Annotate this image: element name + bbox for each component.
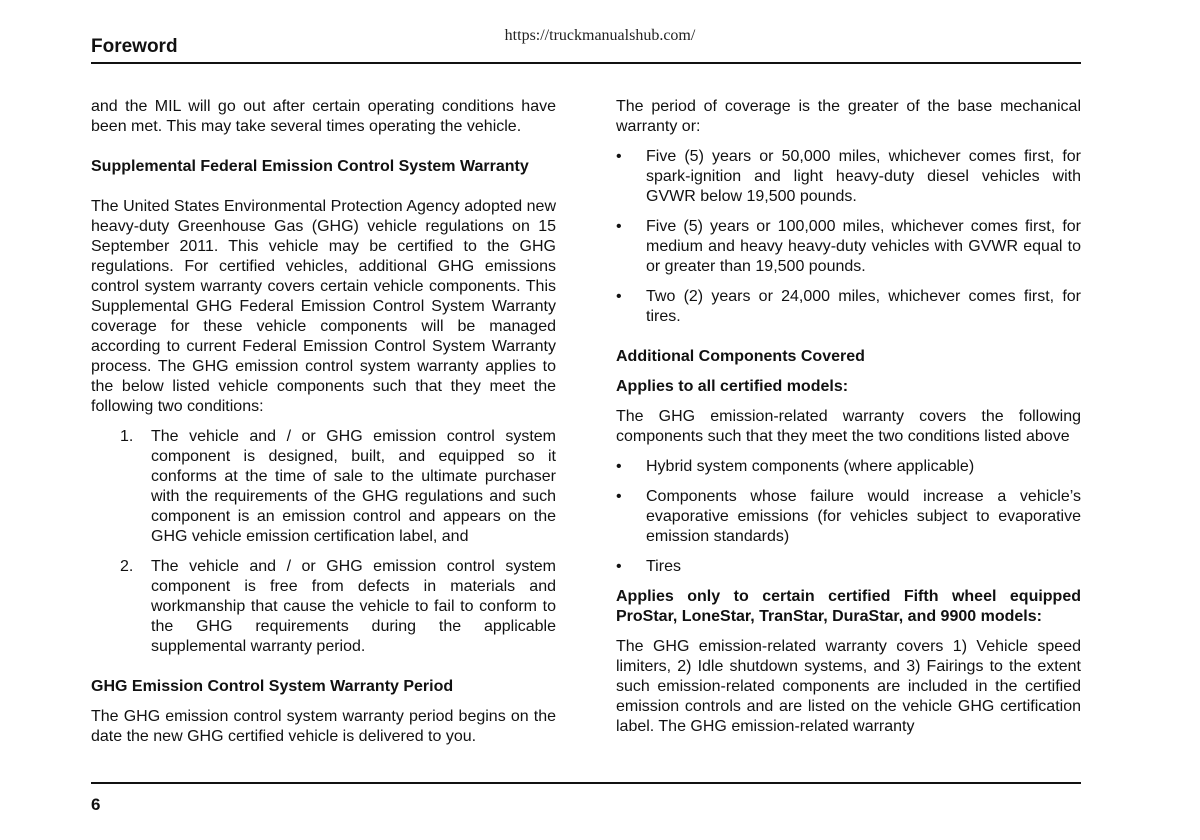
condition-text: The vehicle and / or GHG emission control system component is free from defects in materials and workmanship that cause the vehicle to fail to conform to the GHG requirements during the applicable supplemental warranty period.: [151, 558, 556, 655]
condition-text: The vehicle and / or GHG emission control system component is designed, built, and equipped so it conforms at the time of sale to the ultimate purchaser with the requirements of the GHG regulations and such component is an emission control and appears on the GHG vehicle emission certification label, and: [151, 428, 556, 545]
warranty-period-paragraph: The GHG emission control system warranty period begins on the date the new GHG certified vehicle is delivered to you.: [91, 708, 556, 745]
coverage-text: Five (5) years or 100,000 miles, whichever comes first, for medium and heavy heavy-duty vehicles with GVWR equal to or greater than 19,500 pounds.: [646, 218, 1081, 275]
coverage-text: Two (2) years or 24,000 miles, whichever comes first, for tires.: [646, 288, 1081, 325]
page-number: 6: [91, 795, 101, 814]
fifth-wheel-paragraph: The GHG emission-related warranty covers 1) Vehicle speed limiters, 2) Idle shutdown systems, and 3) Fairings to the extent such emission-related components are included in the certified emission controls and are listed on the vehicle GHG certification label. The GHG emission-related warranty: [616, 638, 1081, 735]
bullet-icon: •: [616, 218, 622, 235]
footer-rule: [91, 782, 1081, 784]
component-text: Components whose failure would increase a vehicle’s evaporative emissions (for vehicles subject to evaporative emission standards): [646, 488, 1081, 545]
conditions-list: [91, 427, 556, 657]
bullet-icon: •: [616, 488, 622, 505]
components-list: [616, 457, 1081, 577]
coverage-item: [616, 287, 1081, 327]
coverage-item: [616, 217, 1081, 277]
section-heading-supplemental-warranty: Supplemental Federal Emission Control System Warranty: [91, 158, 529, 175]
subheading-all-models: Applies to all certified models:: [616, 378, 849, 395]
section-heading-additional-components: Additional Components Covered: [616, 348, 865, 365]
condition-number: 1.: [120, 428, 134, 445]
bullet-icon: •: [616, 148, 622, 165]
condition-item: [91, 557, 556, 657]
header-rule: [91, 62, 1081, 64]
coverage-paragraph: The period of coverage is the greater of the base mechanical warranty or:: [616, 98, 1081, 135]
right-column: [616, 97, 1081, 747]
intro-paragraph: and the MIL will go out after certain operating conditions have been met. This may take several times operating the vehicle.: [91, 98, 556, 135]
page-header-title: Foreword: [91, 36, 178, 57]
bullet-icon: •: [616, 288, 622, 305]
subheading-fifth-wheel-models: Applies only to certain certified Fifth wheel equipped ProStar, LoneStar, TranStar, DuraStar, and 9900 models:: [616, 588, 1081, 625]
component-item: [616, 557, 1081, 577]
bullet-icon: •: [616, 558, 622, 575]
source-url: https://truckmanualshub.com/: [504, 27, 696, 44]
bullet-icon: •: [616, 458, 622, 475]
component-text: Tires: [646, 558, 681, 575]
coverage-item: [616, 147, 1081, 207]
condition-item: [91, 427, 556, 547]
component-item: [616, 457, 1081, 477]
left-column: [91, 97, 556, 757]
component-item: [616, 487, 1081, 547]
section-heading-warranty-period: GHG Emission Control System Warranty Period: [91, 678, 454, 695]
supplemental-warranty-paragraph: The United States Environmental Protection Agency adopted new heavy-duty Greenhouse Gas (GHG) vehicle regulations on 15 September 2011. This vehicle may be certified to the GHG regulations. For certified vehicles, additional GHG emissions control system warranty covers certain vehicle components. This Supplemental GHG Federal Emission Control System Warranty coverage for these vehicle components will be managed according to current Federal Emission Control System Warranty process. The GHG emission control system warranty applies to the below listed vehicle components such that they meet the following two conditions:: [91, 198, 556, 415]
components-paragraph: The GHG emission-related warranty covers the following components such that they meet the two conditions listed above: [616, 408, 1081, 445]
coverage-text: Five (5) years or 50,000 miles, whichever comes first, for spark-ignition and light heavy-duty diesel vehicles with GVWR below 19,500 pounds.: [646, 148, 1081, 205]
component-text: Hybrid system components (where applicable): [646, 458, 975, 475]
condition-number: 2.: [120, 558, 134, 575]
coverage-list: [616, 147, 1081, 327]
